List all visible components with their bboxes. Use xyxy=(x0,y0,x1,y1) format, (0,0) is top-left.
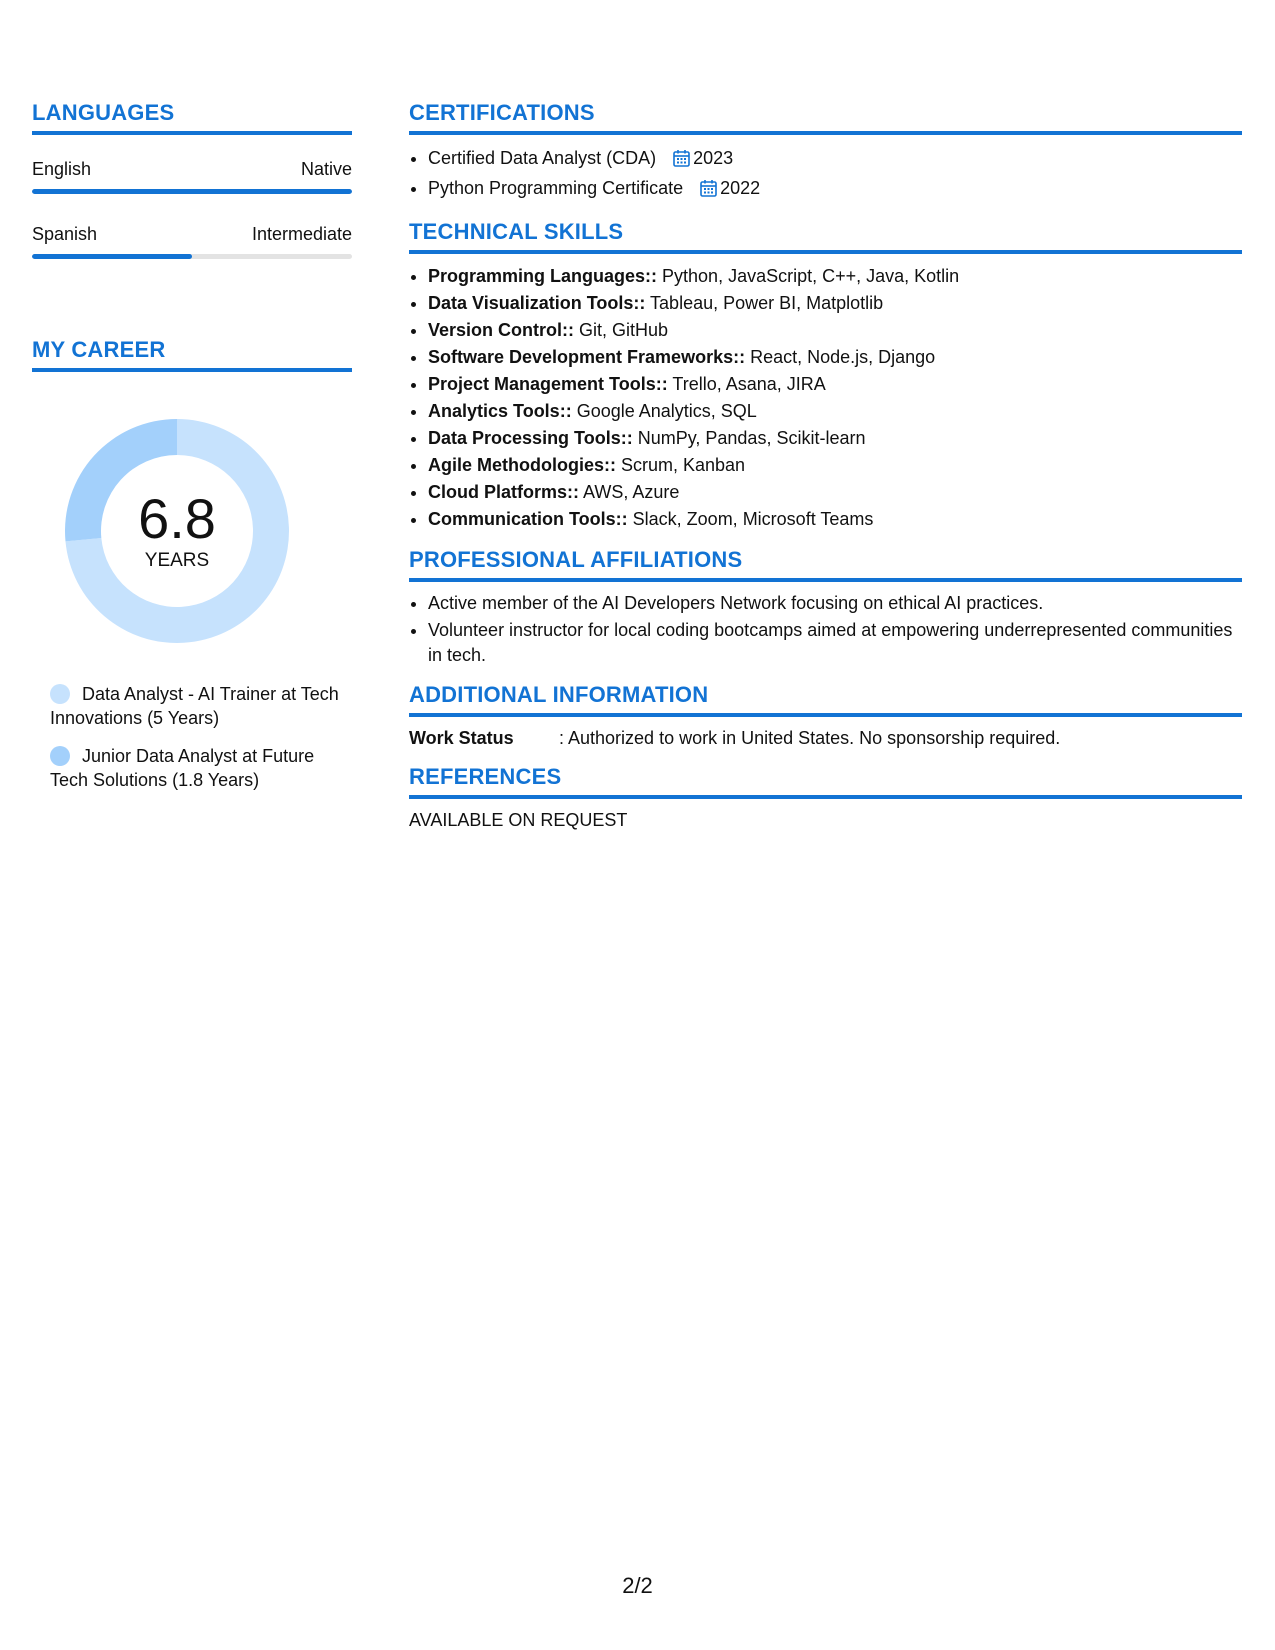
skill-values: React, Node.js, Django xyxy=(745,347,936,367)
language-proficiency-fill xyxy=(32,254,192,259)
certification-year: 2022 xyxy=(720,178,761,198)
legend-item xyxy=(50,744,352,792)
skill-item xyxy=(428,425,1242,452)
career-heading: MY CAREER xyxy=(32,337,352,372)
list-item: • Active member of the AI Developers Network focusing on ethical AI practices. xyxy=(428,591,1242,616)
skill-item xyxy=(428,479,1242,506)
skill-values: Slack, Zoom, Microsoft Teams xyxy=(627,509,874,529)
skills-list xyxy=(409,263,1242,533)
legend-dot-icon xyxy=(50,684,70,704)
language-item-english xyxy=(32,159,352,194)
skill-item xyxy=(428,452,1242,479)
skill-values: NumPy, Pandas, Scikit-learn xyxy=(632,428,866,448)
skill-values: AWS, Azure xyxy=(579,482,680,502)
skill-category: Cloud Platforms:: xyxy=(428,482,579,502)
skill-category: Programming Languages:: xyxy=(428,266,658,286)
skill-values: Google Analytics, SQL xyxy=(571,401,757,421)
career-total-years: 6.8 xyxy=(138,487,216,550)
language-proficiency-fill xyxy=(32,189,352,194)
work-status-value: : Authorized to work in United States. No sponsorship required. xyxy=(559,728,1061,748)
calendar-icon xyxy=(673,148,690,175)
work-status-label: Work Status xyxy=(409,728,514,748)
certification-name: Python Programming Certificate xyxy=(428,178,684,198)
certifications-heading: CERTIFICATIONS xyxy=(409,100,1242,135)
skill-values: Git, GitHub xyxy=(574,320,669,340)
certification-year: 2023 xyxy=(693,148,734,168)
language-level: Native xyxy=(300,159,352,179)
language-proficiency-bar xyxy=(32,189,352,194)
language-proficiency-bar xyxy=(32,254,352,259)
affiliations-heading: PROFESSIONAL AFFILIATIONS xyxy=(409,547,1242,582)
list-item xyxy=(428,145,1242,175)
technical-skills-heading: TECHNICAL SKILLS xyxy=(409,219,1242,254)
skill-item xyxy=(428,344,1242,371)
skill-category: Data Visualization Tools:: xyxy=(428,293,646,313)
legend-item xyxy=(50,682,352,730)
references-heading: REFERENCES xyxy=(409,764,1242,799)
career-legend xyxy=(50,682,352,792)
left-column xyxy=(32,100,352,806)
skill-category: Software Development Frameworks:: xyxy=(428,347,746,367)
skill-values: Python, JavaScript, C++, Java, Kotlin xyxy=(657,266,960,286)
skill-values: Tableau, Power BI, Matplotlib xyxy=(645,293,884,313)
skill-category: Communication Tools:: xyxy=(428,509,628,529)
skill-item xyxy=(428,371,1242,398)
skill-category: Agile Methodologies:: xyxy=(428,455,616,475)
certifications-list xyxy=(409,145,1242,205)
skill-category: Analytics Tools:: xyxy=(428,401,572,421)
skill-values: Trello, Asana, JIRA xyxy=(667,374,826,394)
skill-item xyxy=(428,506,1242,533)
skill-item xyxy=(428,290,1242,317)
references-text: AVAILABLE ON REQUEST xyxy=(409,810,628,830)
certification-name: Certified Data Analyst (CDA) xyxy=(428,148,657,168)
affiliations-list xyxy=(409,591,1242,668)
legend-label: Junior Data Analyst at Future Tech Solutions (1.8 Years) xyxy=(50,746,315,790)
additional-info-heading: ADDITIONAL INFORMATION xyxy=(409,682,1242,717)
work-status-row xyxy=(409,726,1242,750)
skill-item xyxy=(428,263,1242,290)
legend-dot-icon xyxy=(50,746,70,766)
list-item: • Volunteer instructor for local coding bootcamps aimed at empowering underrepresented communities in tech. xyxy=(428,618,1242,668)
skill-category: Data Processing Tools:: xyxy=(428,428,633,448)
skill-item xyxy=(428,317,1242,344)
skill-category: Version Control:: xyxy=(428,320,575,340)
legend-label: Data Analyst - AI Trainer at Tech Innovations (5 Years) xyxy=(50,684,339,728)
language-level: Intermediate xyxy=(251,224,352,244)
skill-values: Scrum, Kanban xyxy=(616,455,746,475)
career-donut-chart xyxy=(62,416,292,646)
calendar-icon xyxy=(700,178,717,205)
right-column xyxy=(409,100,1242,831)
languages-heading: LANGUAGES xyxy=(32,100,352,135)
list-item xyxy=(428,175,1242,205)
language-name: Spanish xyxy=(32,224,98,244)
language-item-spanish xyxy=(32,224,352,259)
skill-item xyxy=(428,398,1242,425)
skill-category: Project Management Tools:: xyxy=(428,374,668,394)
career-years-label: YEARS xyxy=(144,550,210,571)
page-number: 2/2 xyxy=(622,1573,653,1598)
language-name: English xyxy=(32,159,92,179)
